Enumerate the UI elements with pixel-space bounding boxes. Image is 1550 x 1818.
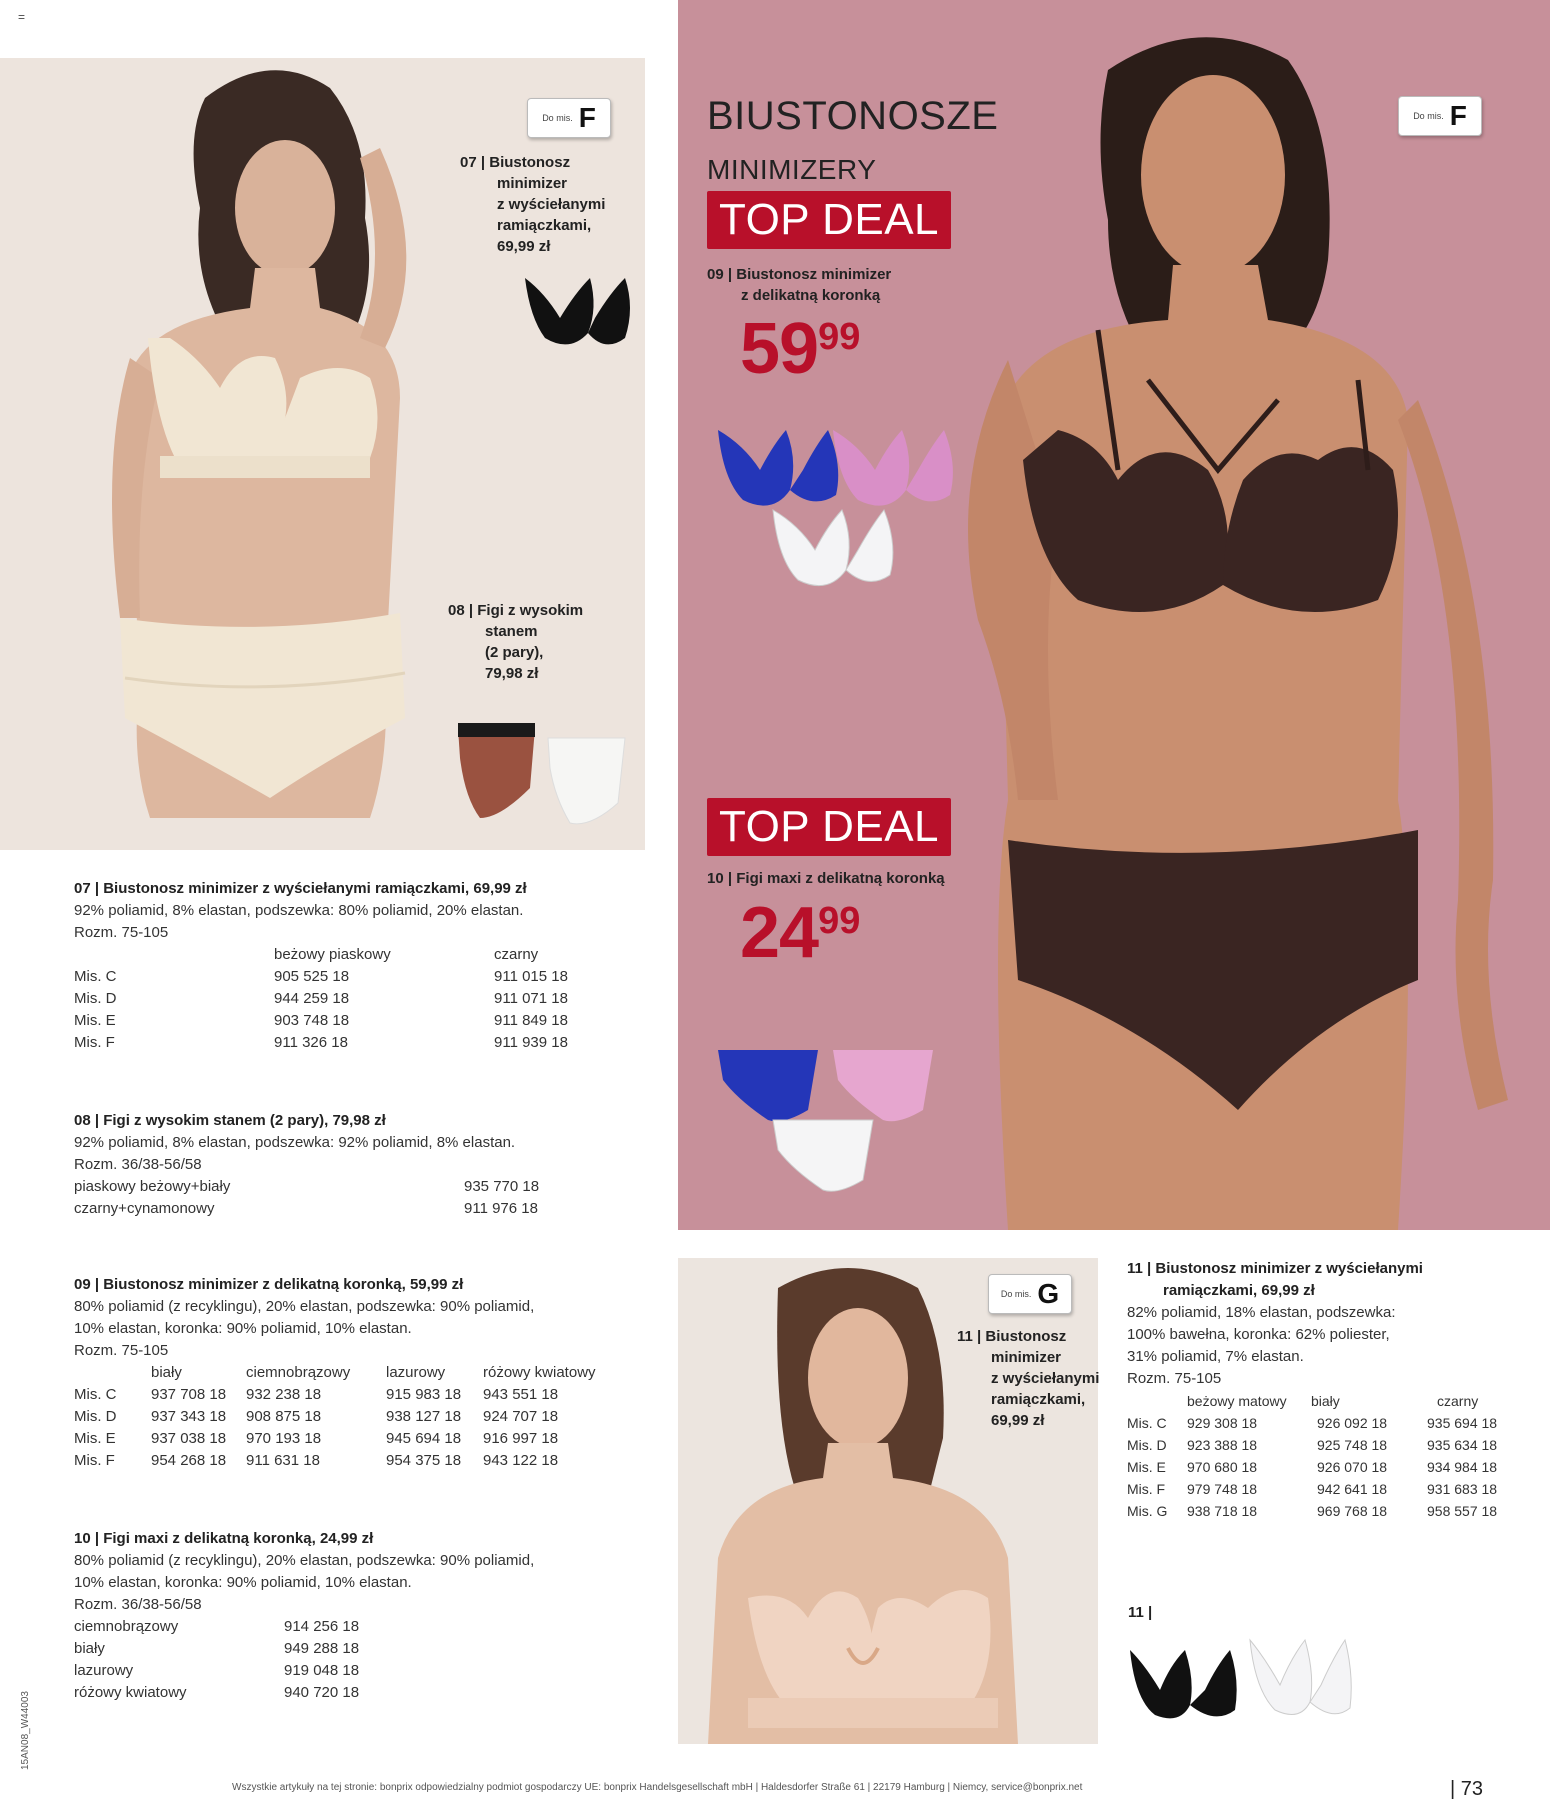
product-09-material: 10% elastan, koronka: 90% poliamid, 10% elastan. <box>74 1320 412 1337</box>
cup-badge-small-label: Do mis. <box>1000 1289 1032 1299</box>
col-header: czarny <box>1437 1393 1479 1409</box>
row-label: biały <box>74 1640 105 1657</box>
article-number: 954 268 18 <box>151 1452 227 1469</box>
product-11-material: 82% poliamid, 18% elastan, podszewka: <box>1127 1304 1396 1321</box>
article-number: 914 256 18 <box>284 1618 360 1635</box>
side-code: 15AN08_W44003 <box>20 1691 31 1770</box>
cup-size-badge-bottom <box>988 1274 1072 1314</box>
article-number: 924 707 18 <box>483 1408 559 1425</box>
product-10-material: 80% poliamid (z recyklingu), 20% elastan, podszewka: 90% poliamid, <box>74 1552 535 1569</box>
product-09-head: 09 | Biustonosz minimizer z delikatną koronką, 59,99 zł <box>74 1276 464 1293</box>
product-08-head: 08 | Figi z wysokim stanem (2 pary), 79,98 zł <box>74 1112 386 1129</box>
article-number: 923 388 18 <box>1187 1437 1258 1453</box>
price-10 <box>740 892 860 974</box>
callout-line: ramiączkami, <box>991 1391 1086 1408</box>
product-11-head: 11 | Biustonosz minimizer z wyściełanymi <box>1127 1260 1423 1277</box>
col-header: beżowy piaskowy <box>274 946 391 963</box>
article-number: 937 708 18 <box>151 1386 227 1403</box>
article-number: 908 875 18 <box>246 1408 322 1425</box>
col-header: beżowy matowy <box>1187 1393 1287 1409</box>
product-09-sizes: Rozm. 75-105 <box>74 1342 169 1359</box>
col-header: biały <box>1311 1393 1340 1409</box>
price-main: 59 <box>740 309 819 389</box>
article-number: 911 631 18 <box>246 1452 320 1469</box>
row-label: Mis. D <box>74 990 117 1007</box>
article-number: 979 748 18 <box>1187 1481 1258 1497</box>
article-number: 926 092 18 <box>1317 1415 1388 1431</box>
price-09 <box>740 308 860 390</box>
article-number: 935 634 18 <box>1427 1437 1498 1453</box>
row-label: Mis. F <box>74 1034 115 1051</box>
article-number: 937 038 18 <box>151 1430 227 1447</box>
cup-badge-size: F <box>578 102 596 133</box>
article-number: 970 193 18 <box>246 1430 322 1447</box>
row-label: Mis. G <box>1127 1503 1168 1519</box>
cup-badge-small-label: Do mis. <box>542 113 573 123</box>
product-07-sizes: Rozm. 75-105 <box>74 924 169 941</box>
callout-10: 10 | Figi maxi z delikatną koronką <box>707 870 945 887</box>
article-number: 954 375 18 <box>386 1452 462 1469</box>
row-label: Mis. C <box>74 968 117 985</box>
row-label: czarny+cynamonowy <box>74 1200 215 1217</box>
cup-size-badge-right <box>1398 96 1482 136</box>
callout-line: minimizer <box>991 1349 1062 1366</box>
article-number: 905 525 18 <box>274 968 350 985</box>
article-number: 911 326 18 <box>274 1034 348 1051</box>
product-07-details <box>74 878 634 1054</box>
article-number: 919 048 18 <box>284 1662 360 1679</box>
row-label: Mis. F <box>74 1452 115 1469</box>
article-number: 958 557 18 <box>1427 1503 1498 1519</box>
article-number: 903 748 18 <box>274 1012 350 1029</box>
row-label: Mis. D <box>1127 1437 1167 1453</box>
article-number: 916 997 18 <box>483 1430 559 1447</box>
row-label: Mis. E <box>1127 1459 1166 1475</box>
col-header: biały <box>151 1364 182 1381</box>
row-label: Mis. E <box>74 1012 116 1029</box>
price-cents: 99 <box>818 900 861 942</box>
headline-title: BIUSTONOSZE <box>707 94 999 138</box>
callout-07: 07 | Biustonosz minimizer z wyściełanymi ramiączkami, 69,99 zł <box>460 154 606 255</box>
callout-line: Biustonosz <box>489 154 571 171</box>
callout-number: 09 <box>707 266 724 283</box>
product-10-details <box>74 1528 654 1704</box>
callout-line: Biustonosz <box>985 1328 1067 1345</box>
article-number: 911 071 18 <box>494 990 568 1007</box>
row-label: Mis. C <box>74 1386 117 1403</box>
col-header: ciemnobrązowy <box>246 1364 351 1381</box>
article-number: 938 127 18 <box>386 1408 462 1425</box>
product-08-sizes: Rozm. 36/38-56/58 <box>74 1156 202 1173</box>
product-10-head: 10 | Figi maxi z delikatną koronką, 24,99 zł <box>74 1530 374 1547</box>
callout-line: stanem <box>485 623 538 640</box>
row-label: Mis. D <box>74 1408 117 1425</box>
row-label: piaskowy beżowy+biały <box>74 1178 231 1195</box>
callout-09: 09 | Biustonosz minimizer z delikatną koronką <box>707 266 892 304</box>
row-label: ciemnobrązowy <box>74 1618 179 1635</box>
product-11-material: 100% bawełna, koronka: 62% poliester, <box>1127 1326 1390 1343</box>
callout-11-thumbs-label: 11 | <box>1128 1604 1153 1621</box>
product-08-material: 92% poliamid, 8% elastan, podszewka: 92% poliamid, 8% elastan. <box>74 1134 516 1151</box>
article-number: 949 288 18 <box>284 1640 360 1657</box>
callout-line: 79,98 zł <box>485 665 539 682</box>
article-number: 969 768 18 <box>1317 1503 1388 1519</box>
article-number: 945 694 18 <box>386 1430 462 1447</box>
product-08-details <box>74 1110 634 1220</box>
product-07-head: 07 | Biustonosz minimizer z wyściełanymi ramiączkami, 69,99 zł <box>74 880 527 897</box>
cup-badge-size: F <box>1449 100 1467 131</box>
callout-line: z wyściełanymi <box>991 1370 1100 1387</box>
callout-line: minimizer <box>497 175 568 192</box>
col-header: różowy kwiatowy <box>483 1364 596 1381</box>
article-number: 944 259 18 <box>274 990 350 1007</box>
article-number: 938 718 18 <box>1187 1503 1258 1519</box>
product-11-details <box>1127 1258 1537 1522</box>
article-number: 942 641 18 <box>1317 1481 1388 1497</box>
article-number: 934 984 18 <box>1427 1459 1498 1475</box>
article-number: 943 122 18 <box>483 1452 559 1469</box>
product-11-material: 31% poliamid, 7% elastan. <box>1127 1348 1304 1365</box>
callout-number: 11 <box>957 1328 973 1345</box>
cup-size-badge-left <box>527 98 611 138</box>
article-number: 935 770 18 <box>464 1178 540 1195</box>
callout-11: 11 | Biustonosz minimizer z wyściełanymi ramiączkami, 69,99 zł <box>957 1328 1100 1429</box>
article-number: 970 680 18 <box>1187 1459 1258 1475</box>
article-number: 911 939 18 <box>494 1034 568 1051</box>
row-label: Mis. C <box>1127 1415 1167 1431</box>
top-deal-badge-10: TOP DEAL <box>707 798 951 856</box>
article-number: 911 015 18 <box>494 968 568 985</box>
article-number: 931 683 18 <box>1427 1481 1498 1497</box>
col-header: lazurowy <box>386 1364 446 1381</box>
callout-line: Figi maxi z delikatną koronką <box>736 870 945 887</box>
row-label: lazurowy <box>74 1662 134 1679</box>
article-number: 932 238 18 <box>246 1386 322 1403</box>
callout-line: Figi z wysokim <box>477 602 584 619</box>
product-11-head: ramiączkami, 69,99 zł <box>1163 1282 1315 1299</box>
callout-number: 07 <box>460 154 477 171</box>
callout-line: Biustonosz minimizer <box>736 266 892 283</box>
article-number: 911 976 18 <box>464 1200 538 1217</box>
callout-line: z wyściełanymi <box>497 196 606 213</box>
top-deal-badge-09: TOP DEAL <box>707 191 951 249</box>
footer-legal: Wszystkie artykuły na tej stronie: bonprix odpowiedzialny podmiot gospodarczy UE: bonprix Handelsgesellschaft mbH | Haldesdorfer Straße 61 | 22179 Hamburg | Niemcy, service@bonprix.net <box>232 1782 1083 1793</box>
row-label: Mis. F <box>1127 1481 1166 1497</box>
callout-line: 69,99 zł <box>991 1412 1045 1429</box>
price-cents: 99 <box>818 316 861 358</box>
corner-mark: = <box>18 10 26 24</box>
article-number: 937 343 18 <box>151 1408 227 1425</box>
product-09-details <box>74 1274 654 1472</box>
callout-number: 10 <box>707 870 724 887</box>
row-label: Mis. E <box>74 1430 116 1447</box>
product-07-material: 92% poliamid, 8% elastan, podszewka: 80% poliamid, 20% elastan. <box>74 902 524 919</box>
article-number: 911 849 18 <box>494 1012 568 1029</box>
callout-number: 11 <box>1128 1604 1144 1621</box>
article-number: 940 720 18 <box>284 1684 360 1701</box>
thumb-bra-11 <box>1125 1630 1355 1730</box>
product-11-sizes: Rozm. 75-105 <box>1127 1370 1222 1387</box>
article-number: 929 308 18 <box>1187 1415 1258 1431</box>
callout-08: 08 | Figi z wysokim stanem (2 pary), 79,98 zł <box>448 602 584 682</box>
cup-badge-small-label: Do mis. <box>1413 111 1444 121</box>
callout-line: ramiączkami, <box>497 217 592 234</box>
callout-line: (2 pary), <box>485 644 544 661</box>
page-number: | 73 <box>1450 1778 1483 1800</box>
product-10-material: 10% elastan, koronka: 90% poliamid, 10% elastan. <box>74 1574 412 1591</box>
callout-line: 69,99 zł <box>497 238 551 255</box>
row-label: różowy kwiatowy <box>74 1684 187 1701</box>
callout-line: z delikatną koronką <box>741 287 881 304</box>
col-header: czarny <box>494 946 539 963</box>
headline-subtitle: MINIMIZERY <box>707 154 877 185</box>
product-09-material: 80% poliamid (z recyklingu), 20% elastan, podszewka: 90% poliamid, <box>74 1298 535 1315</box>
product-10-sizes: Rozm. 36/38-56/58 <box>74 1596 202 1613</box>
cup-badge-size: G <box>1037 1278 1060 1309</box>
article-number: 935 694 18 <box>1427 1415 1498 1431</box>
article-number: 915 983 18 <box>386 1386 462 1403</box>
article-number: 943 551 18 <box>483 1386 559 1403</box>
price-main: 24 <box>740 893 819 973</box>
article-number: 926 070 18 <box>1317 1459 1388 1475</box>
article-number: 925 748 18 <box>1317 1437 1388 1453</box>
callout-number: 08 <box>448 602 465 619</box>
